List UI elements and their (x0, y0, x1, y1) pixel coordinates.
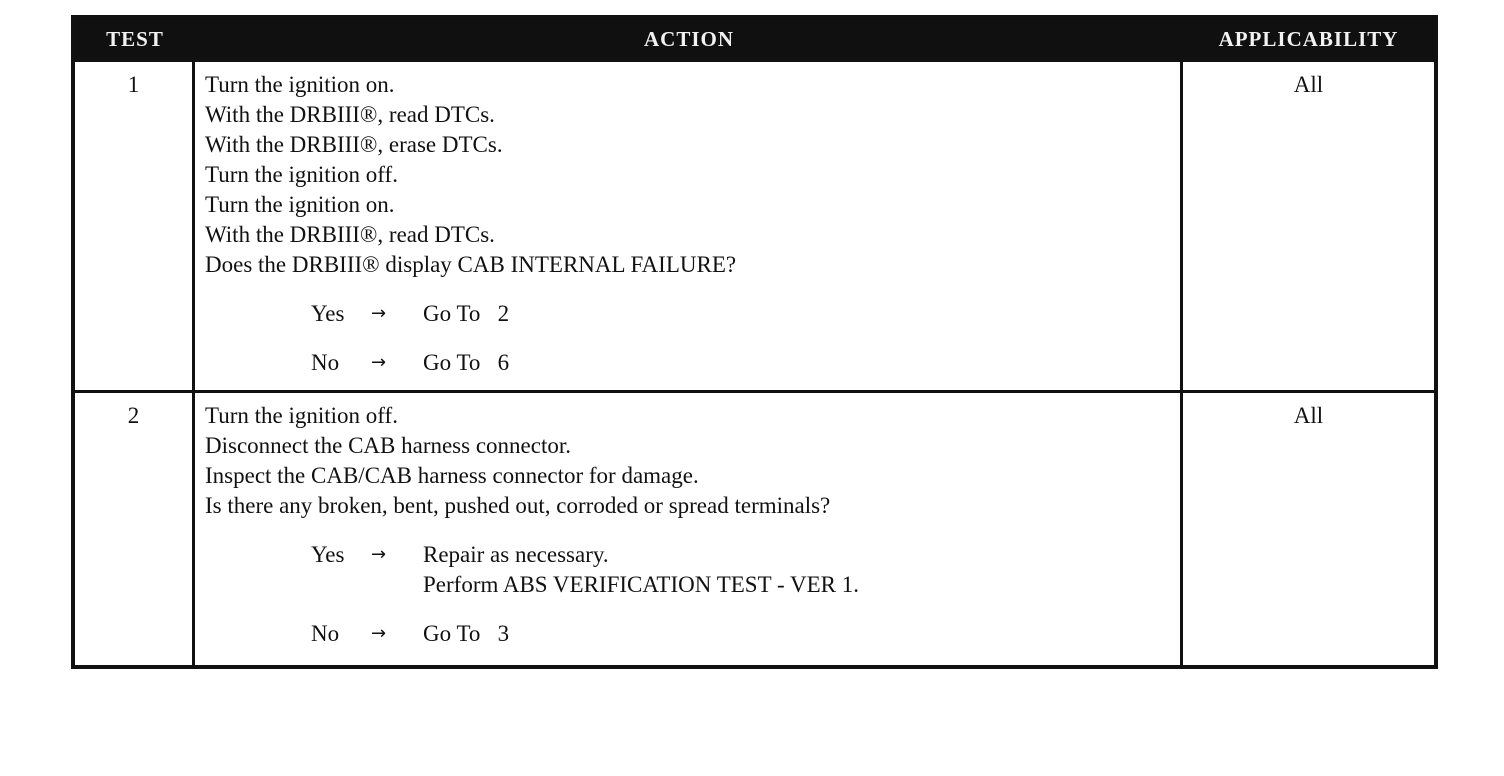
outcome-no (205, 348, 1170, 378)
applicability-value: All (1293, 72, 1324, 97)
arrow-icon: → (371, 303, 387, 324)
outcome-result (423, 299, 509, 329)
table-row (75, 59, 1434, 390)
arrow-icon: → (371, 623, 387, 644)
outcomes (205, 540, 1170, 649)
outcomes (205, 299, 1170, 378)
arrow-icon: → (371, 544, 387, 565)
result-line: Repair as necessary. (423, 542, 609, 567)
outcome-result (423, 348, 509, 378)
arrow-icon: → (371, 352, 387, 373)
action-question: Is there any broken, bent, pushed out, corroded or spread terminals? (205, 493, 831, 518)
test-number: 1 (75, 62, 195, 390)
answer-label: Yes (311, 301, 345, 326)
header-applicability: APPLICABILITY (1218, 26, 1399, 51)
answer-label: No (311, 621, 340, 646)
table-row (75, 390, 1434, 665)
diagnostic-test-table (71, 15, 1438, 669)
action-question: Does the DRBIII® display CAB INTERNAL FAILURE? (205, 252, 737, 277)
action-step: Turn the ignition off. (205, 162, 398, 187)
header-test: TEST (106, 26, 164, 51)
applicability-value: All (1293, 403, 1324, 428)
result-line: Go To 6 (423, 350, 510, 375)
action-step: With the DRBIII®, read DTCs. (205, 222, 495, 247)
action-step: Turn the ignition on. (205, 192, 395, 217)
action-step: With the DRBIII®, erase DTCs. (205, 132, 503, 157)
outcome-no (205, 619, 1170, 649)
result-line: Go To 3 (423, 621, 510, 646)
action-step: Turn the ignition off. (205, 403, 398, 428)
answer-label: No (311, 350, 340, 375)
result-line: Perform ABS VERIFICATION TEST - VER 1. (423, 572, 859, 597)
table-header-row (75, 19, 1434, 59)
outcome-yes (205, 299, 1170, 329)
outcome-result (423, 540, 859, 600)
action-step: With the DRBIII®, read DTCs. (205, 102, 495, 127)
outcome-result (423, 619, 509, 649)
test-number: 2 (75, 393, 195, 665)
action-cell (195, 62, 1183, 390)
result-line: Go To 2 (423, 301, 510, 326)
action-step: Turn the ignition on. (205, 72, 395, 97)
action-cell (195, 393, 1183, 665)
outcome-yes (205, 540, 1170, 600)
action-step: Disconnect the CAB harness connector. (205, 433, 571, 458)
header-action: ACTION (643, 26, 734, 51)
action-step: Inspect the CAB/CAB harness connector for damage. (205, 463, 699, 488)
answer-label: Yes (311, 542, 345, 567)
